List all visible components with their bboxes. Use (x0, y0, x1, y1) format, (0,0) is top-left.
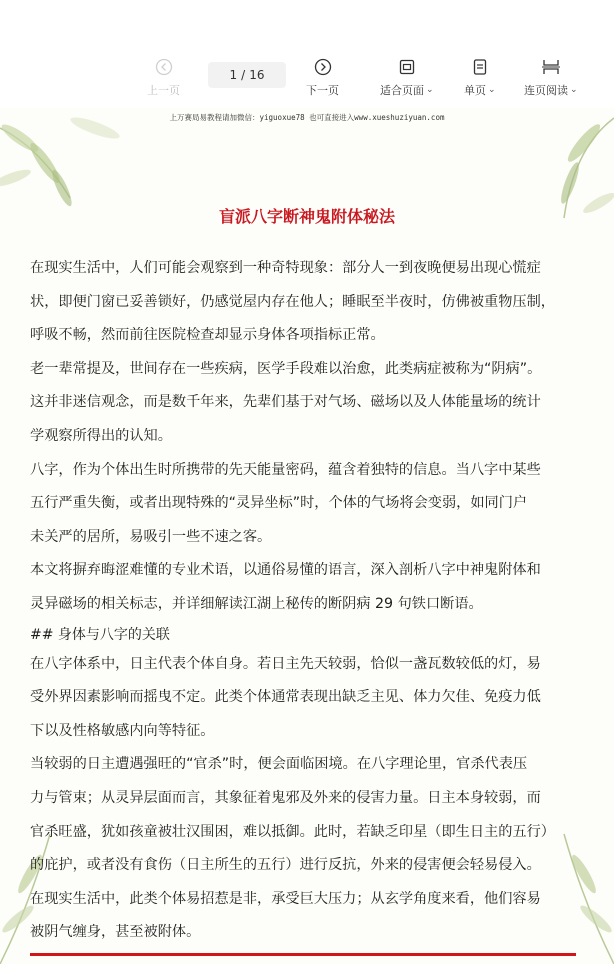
page-separator: / (241, 68, 246, 82)
chevron-down-icon: ⌄ (488, 85, 496, 95)
text-line: 的庇护，或者没有食伤（日主所生的五行）进行反抗，外来的侵害便会轻易侵入。 (30, 857, 541, 874)
text-line: 被阴气缠身，甚至被附体。 (30, 924, 201, 941)
text-line: 未关严的居所，易吸引一些不速之客。 (30, 528, 272, 545)
chevron-down-icon: ⌄ (426, 85, 434, 95)
text-line: 老一辈常提及，世间存在一些疾病，医学手段难以治愈，此类病症被称为“阴病”。 (30, 360, 542, 377)
continuous-page-dropdown[interactable] (524, 56, 578, 98)
reader-toolbar (0, 0, 614, 108)
chevron-up-icon (153, 56, 175, 78)
text-line: 这并非迷信观念，而是数千年来，先辈们基于对气场、磁场以及人体能量场的统计 (30, 394, 541, 411)
text-line: 在八字体系中，日主代表个体自身。若日主先天较弱，恰似一盏瓦数较低的灯，易 (30, 655, 541, 672)
current-page: 1 (229, 68, 238, 82)
continuous-page-icon (540, 56, 562, 78)
text-line: 受外界因素影响而摇曳不定。此类个体通常表现出缺乏主见、体力欠佳、免疫力低 (30, 689, 541, 706)
total-pages: 16 (249, 68, 265, 82)
page-title: 盲派八字断神鬼附体秘法 (218, 207, 395, 226)
single-page-dropdown[interactable] (464, 56, 496, 98)
next-page-button[interactable] (306, 56, 339, 98)
text-line: 力与管束；从灵异层面而言，其象征着鬼邪及外来的侵害力量。日主本身较弱，而 (30, 789, 541, 806)
text-line: 官杀旺盛，犹如孩童被壮汉围困，难以抵御。此时，若缺乏印星（即生日主的五行） (30, 823, 555, 840)
red-divider (30, 953, 576, 956)
text-line: 本文将摒弃晦涩难懂的专业术语，以通俗易懂的语言，深入剖析八字中神鬼附体和 (30, 562, 541, 579)
fit-page-label: 适合页面 (380, 84, 424, 97)
document-page (0, 108, 614, 964)
text-line: 灵异磁场的相关标志，并详细解读江湖上秘传的断阴病 29 句铁口断语。 (30, 595, 483, 612)
text-line: 在现实生活中，人们可能会观察到一种奇特现象：部分人一到夜晚便易出现心慌症 (30, 260, 541, 276)
text-line: 五行严重失衡，或者出现特殊的“灵异坐标”时，个体的气场将会变弱，如同门户 (30, 495, 528, 512)
next-page-label: 下一页 (306, 84, 339, 97)
text-line: 下以及性格敏感内向等特征。 (30, 722, 215, 739)
fit-page-dropdown[interactable] (380, 56, 434, 98)
section-heading: ## 身体与八字的关联 (30, 626, 170, 643)
prev-page-label: 上一页 (147, 84, 180, 97)
header-note: 上万赛局易教程请加微信：yiguoxue78 也可直接进入www.xueshuziyuan.com (169, 113, 445, 122)
text-line: 状，即便门窗已妥善锁好，仍感觉屋内存在他人；睡眠至半夜时，仿佛被重物压制， (30, 293, 555, 310)
text-line: 在现实生活中，此类个体易招惹是非，承受巨大压力；从玄学角度来看，他们容易 (30, 890, 541, 907)
continuous-page-label: 连页阅读 (524, 84, 568, 97)
text-line: 学观察所得出的认知。 (30, 427, 172, 444)
fit-page-icon (396, 56, 418, 78)
text-line: 八字，作为个体出生时所携带的先天能量密码，蕴含着独特的信息。当八字中某些 (30, 461, 541, 478)
single-page-label: 单页 (464, 84, 486, 97)
text-line: 呼吸不畅，然而前往医院检查却显示身体各项指标正常。 (30, 327, 385, 344)
page-number-field[interactable] (208, 62, 286, 88)
prev-page-button[interactable] (147, 56, 180, 98)
text-line: 当较弱的日主遭遇强旺的“官杀”时，便会面临困境。在八字理论里，官杀代表压 (30, 756, 528, 773)
chevron-down-icon: ⌄ (570, 85, 578, 95)
body-text (30, 252, 582, 950)
chevron-right-circle-icon (312, 56, 334, 78)
single-page-icon (469, 56, 491, 78)
